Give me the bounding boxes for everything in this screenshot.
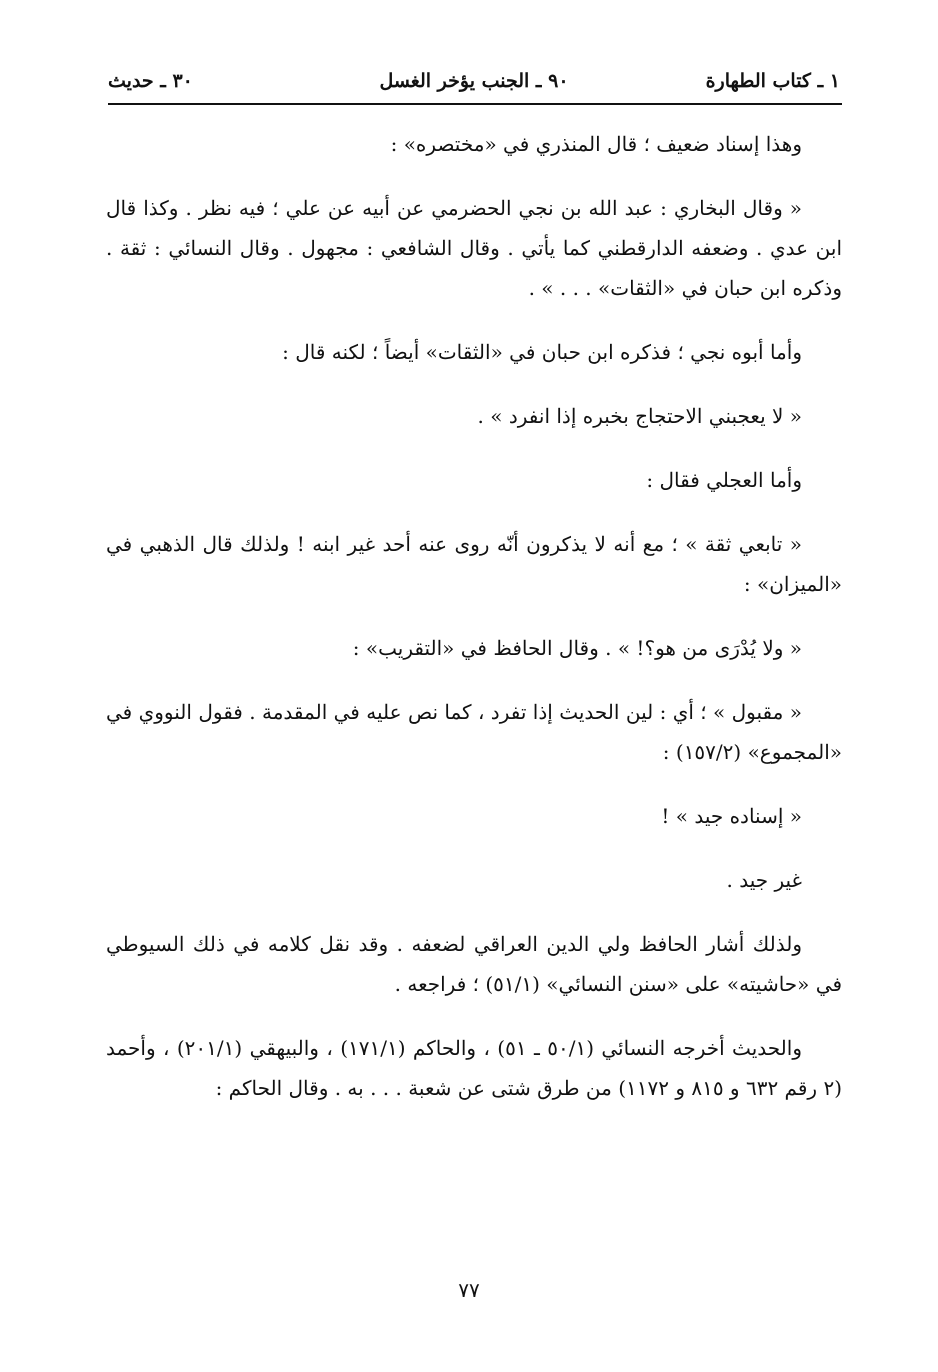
header-chapter-title: ٩٠ ـ الجنب يؤخر الغسل (379, 70, 569, 92)
running-header (108, 66, 840, 106)
paragraph: « وقال البخاري : عبد الله بن نجي الحضرمي عن أبيه عن علي ؛ فيه نظر . وكذا قال ابن عدي . وضعفه الدارقطني كما يأتي . وقال الشافعي : مجهول . وقال النسائي : ثقة . وذكره ابن حبان في «الثقات» . . . » . (106, 196, 842, 300)
page-number: ٧٧ (458, 1278, 480, 1302)
paragraph: وأما أبوه نجي ؛ فذكره ابن حبان في «الثقات» أيضاً ؛ لكنه قال : (282, 340, 802, 364)
page-body (106, 124, 842, 1132)
paragraph: ولذلك أشار الحافظ ولي الدين العراقي لضعفه . وقد نقل كلامه في ذلك السيوطي في «حاشيته» على «سنن النسائي» (٥١/١) ؛ فراجعه . (106, 932, 842, 996)
header-divider (108, 103, 842, 105)
paragraph: « ولا يُدْرَى من هو؟! » . وقال الحافظ في «التقريب» : (352, 636, 802, 660)
paragraph: « مقبول » ؛ أي : لين الحديث إذا تفرد ، كما نص عليه في المقدمة . فقول النووي في «المجموع» (١٥٧/٢) : (106, 700, 842, 764)
header-hadith-number: ٣٠ ـ حديث (108, 70, 193, 92)
paragraph: وأما العجلي فقال : (646, 468, 802, 492)
paragraph: « إسناده جيد » ! (661, 804, 802, 828)
paragraph: وهذا إسناد ضعيف ؛ قال المنذري في «مختصره» : (390, 132, 802, 156)
paragraph: غير جيد . (726, 868, 802, 892)
header-book-title: ١ ـ كتاب الطهارة (705, 70, 840, 92)
paragraph: « تابعي ثقة » ؛ مع أنه لا يذكرون أنّه روى عنه أحد غير ابنه ! ولذلك قال الذهبي في «الميزان» : (106, 532, 842, 596)
paragraph: « لا يعجبني الاحتجاج بخبره إذا انفرد » . (477, 404, 802, 428)
paragraph: والحديث أخرجه النسائي (٥٠/١ ـ ٥١) ، والحاكم (١٧١/١) ، والبيهقي (٢٠١/١) ، وأحمد (٢ رقم ٦٣٢ و ٨١٥ و ١١٧٢) من طرق شتى عن شعبة . . . به . وقال الحاكم : (106, 1036, 842, 1100)
